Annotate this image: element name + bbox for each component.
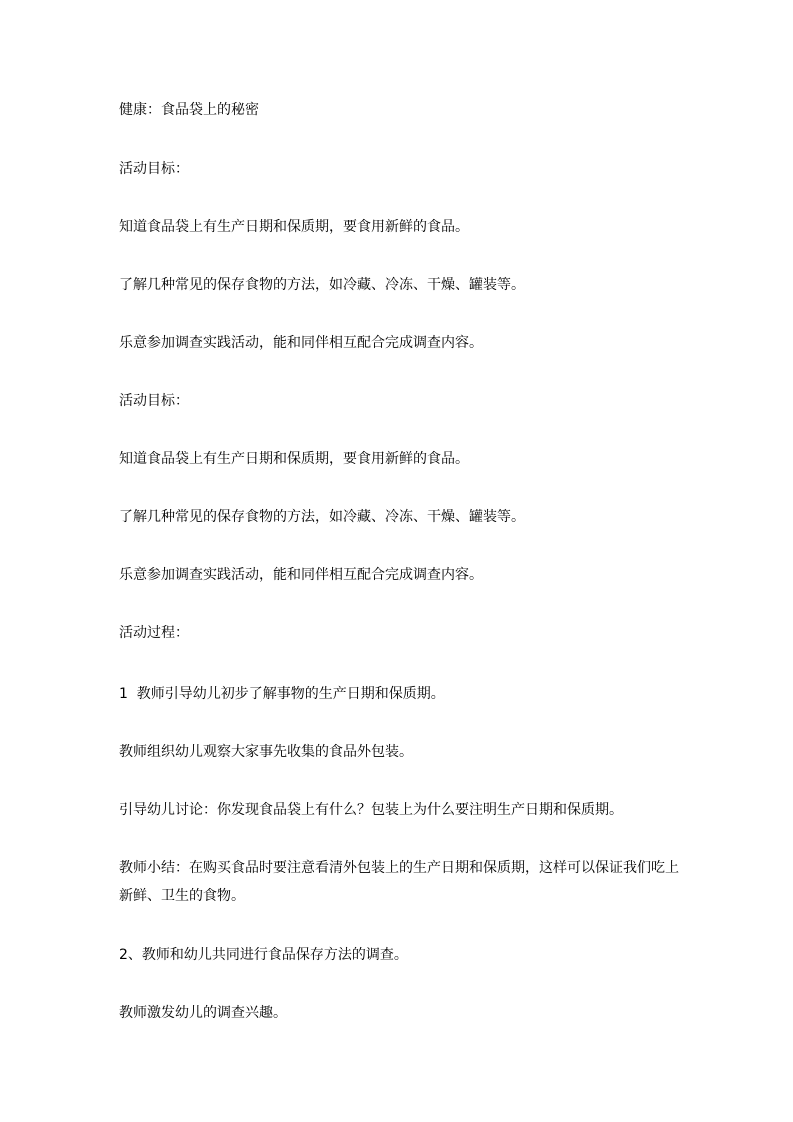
paragraph: 了解几种常见的保存食物的方法，如冷藏、冷冻、干燥、罐装等。	[119, 509, 525, 525]
paragraph: 了解几种常见的保存食物的方法，如冷藏、冷冻、干燥、罐装等。	[119, 277, 525, 293]
paragraph: 教师小结：在购买食品时要注意看清外包装上的生产日期和保质期，这样可以保证我们吃上新鲜、卫生的食物。	[119, 860, 679, 904]
paragraph: 引导幼儿讨论：你发现食品袋上有什么？包装上为什么要注明生产日期和保质期。	[119, 802, 623, 818]
paragraph: 教师组织幼儿观察大家事先收集的食品外包装。	[119, 744, 413, 760]
paragraph: 知道食品袋上有生产日期和保质期，要食用新鲜的食品。	[119, 451, 469, 467]
section-heading-process: 活动过程：	[119, 625, 189, 641]
step-heading-2: 2、教师和幼儿共同进行食品保存方法的调查。	[119, 947, 408, 963]
paragraph: 知道食品袋上有生产日期和保质期，要食用新鲜的食品。	[119, 219, 469, 235]
step-heading-1: 1 教师引导幼儿初步了解事物的生产日期和保质期。	[119, 686, 445, 702]
paragraph: 乐意参加调查实践活动，能和同伴相互配合完成调查内容。	[119, 567, 483, 583]
section-heading-goals: 活动目标：	[119, 393, 189, 409]
document-title: 健康：食品袋上的秘密	[119, 102, 259, 118]
paragraph: 教师激发幼儿的调查兴趣。	[119, 1005, 287, 1021]
paragraph: 乐意参加调查实践活动，能和同伴相互配合完成调查内容。	[119, 335, 483, 351]
section-heading-goals: 活动目标：	[119, 161, 189, 177]
